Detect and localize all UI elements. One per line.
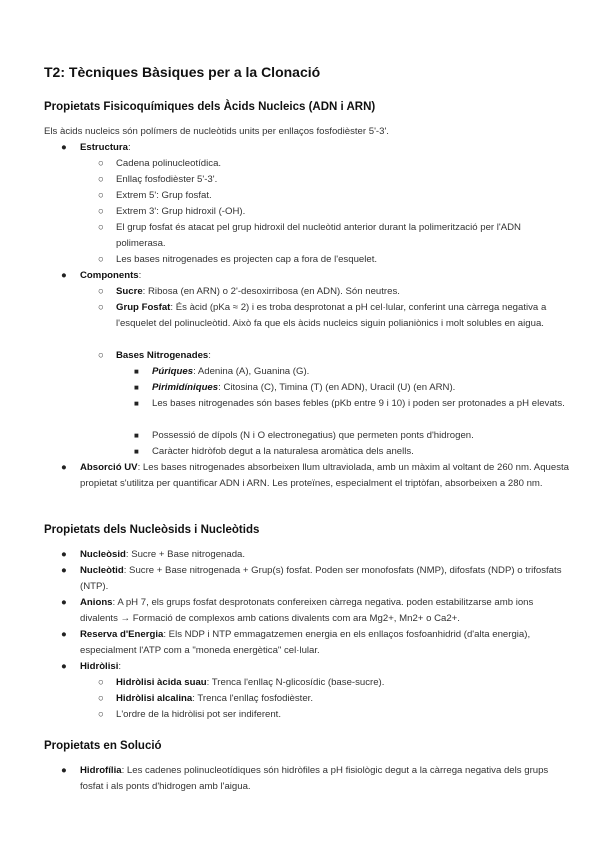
list-item-estructura: Estructura: [80, 142, 131, 153]
list-item-absorcio-uv: Absorció UV: Les bases nitrogenades absorbeixen llum ultraviolada, amb un màxim al voltant de 260 nm. Aquesta propietat s'utilitza per quantificar ADN i ARN. Les proteïnes, especialment el triptòfan, absorbeixen a 280 nm. [80, 462, 570, 489]
list-item-components: Components: [80, 270, 142, 281]
bullet-dot: ● [61, 565, 67, 576]
bullet-dot: ● [61, 270, 67, 281]
bullet-dot: ● [61, 597, 67, 608]
bullet-dot: ● [61, 549, 67, 560]
bullet-square: ■ [134, 447, 139, 456]
list-item-anions: Anions: A pH 7, els grups fosfat desprotonats confereixen càrrega negativa. poden estabilitzarse amb ions divalents → Formació de complexos amb cations divalents com ara Mg2+, Mn2+ o Ca2+. [80, 597, 534, 624]
list-item: Enllaç fosfodièster 5'-3'. [116, 174, 218, 185]
bullet-dot: ● [61, 142, 67, 153]
bullet-circle: ○ [98, 677, 104, 688]
section-heading-nucleosids: Propietats dels Nucleòsids i Nucleòtids [44, 524, 260, 536]
list-item-pirimidiniques: Pirimidíniques: Citosina (C), Timina (T) (en ADN), Uracil (U) (en ARN). [152, 382, 456, 393]
bullet-square: ■ [134, 383, 139, 392]
bullet-dot: ● [61, 629, 67, 640]
page-title: T2: Tècniques Bàsiques per a la Clonació [44, 64, 321, 80]
bullet-circle: ○ [98, 254, 104, 265]
list-item-bases: Bases Nitrogenades: [116, 350, 211, 361]
list-item: Les bases nitrogenades es projecten cap a fora de l'esquelet. [116, 254, 378, 265]
list-item-hidrofilia: Hidrofília: Les cadenes polinucleotídiques són hidròfiles a pH fisiològic degut a la càrrega negativa dels grups fosfat i als ponts d'hidrogen amb l'aigua. [80, 765, 549, 792]
list-item-hidrolisi-acida: Hidròlisi àcida suau: Trenca l'enllaç N-glicosídic (base-sucre). [116, 677, 385, 688]
list-item-nucleosid: Nucleòsid: Sucre + Base nitrogenada. [80, 549, 246, 560]
bullet-circle: ○ [98, 190, 104, 201]
list-item: Cadena polinucleotídica. [116, 158, 222, 169]
list-item-hidrolisi: Hidròlisi: [80, 661, 122, 672]
section-heading-fisicoquimiques: Propietats Fisicoquímiques dels Àcids Nucleics (ADN i ARN) [44, 101, 376, 113]
bullet-square: ■ [134, 367, 139, 376]
list-item: Extrem 3': Grup hidroxil (-OH). [116, 206, 246, 217]
bullet-circle: ○ [98, 302, 104, 313]
bullet-circle: ○ [98, 222, 104, 233]
bullet-circle: ○ [98, 206, 104, 217]
bullet-circle: ○ [98, 158, 104, 169]
list-item-sucre: Sucre: Ribosa (en ARN) o 2'-desoxirribosa (en ADN). Són neutres. [116, 286, 400, 297]
bullet-circle: ○ [98, 174, 104, 185]
list-item-reserva-energia: Reserva d'Energia: Els NDP i NTP emmagatzemen energia en els enllaços fosfoanhidrid (d'alta energia), especialment l'ATP com a "moneda energètica" cel·lular. [80, 629, 531, 656]
bullet-dot: ● [61, 765, 67, 776]
bullet-square: ■ [134, 431, 139, 440]
section-heading-solucio: Propietats en Solució [44, 740, 162, 752]
bullet-circle: ○ [98, 709, 104, 720]
bullet-circle: ○ [98, 350, 104, 361]
bullet-circle: ○ [98, 286, 104, 297]
list-item-nucleotid: Nucleòtid: Sucre + Base nitrogenada + Grup(s) fosfat. Poden ser monofosfats (NMP), difosfats (NDP) o trifosfats (NTP). [80, 565, 562, 592]
bullet-circle: ○ [98, 693, 104, 704]
bullet-dot: ● [61, 661, 67, 672]
bullet-dot: ● [61, 462, 67, 473]
list-item: Caràcter hidròfob degut a la naturalesa aromàtica dels anells. [152, 446, 414, 457]
list-item-puriques: Púriques: Adenina (A), Guanina (G). [152, 366, 310, 377]
list-item-grup-fosfat: Grup Fosfat: És àcid (pKa ≈ 2) i es troba desprotonat a pH cel·lular, conferint una càrrega negativa a l'esquelet del polinucleòtid. Això fa que els àcids nucleics siguin polianiònics i molt solubles en aigua. [116, 302, 547, 329]
bullet-square: ■ [134, 399, 139, 408]
intro-paragraph: Els àcids nucleics són polímers de nucleòtids units per enllaços fosfodièster 5'-3'. [44, 126, 389, 137]
list-item: El grup fosfat és atacat pel grup hidroxil del nucleòtid anterior durant la polimerització per l'ADN polimerasa. [116, 222, 521, 249]
list-item: Extrem 5': Grup fosfat. [116, 190, 212, 201]
list-item: L'ordre de la hidròlisi pot ser indiferent. [116, 709, 282, 720]
list-item: Possessió de dípols (N i O electronegatius) que permeten ponts d'hidrogen. [152, 430, 474, 441]
list-item-hidrolisi-alcalina: Hidròlisi alcalina: Trenca l'enllaç fosfodièster. [116, 693, 314, 704]
list-item: Les bases nitrogenades són bases febles (pKb entre 9 i 10) i poden ser protonades a pH elevats. [152, 398, 565, 409]
